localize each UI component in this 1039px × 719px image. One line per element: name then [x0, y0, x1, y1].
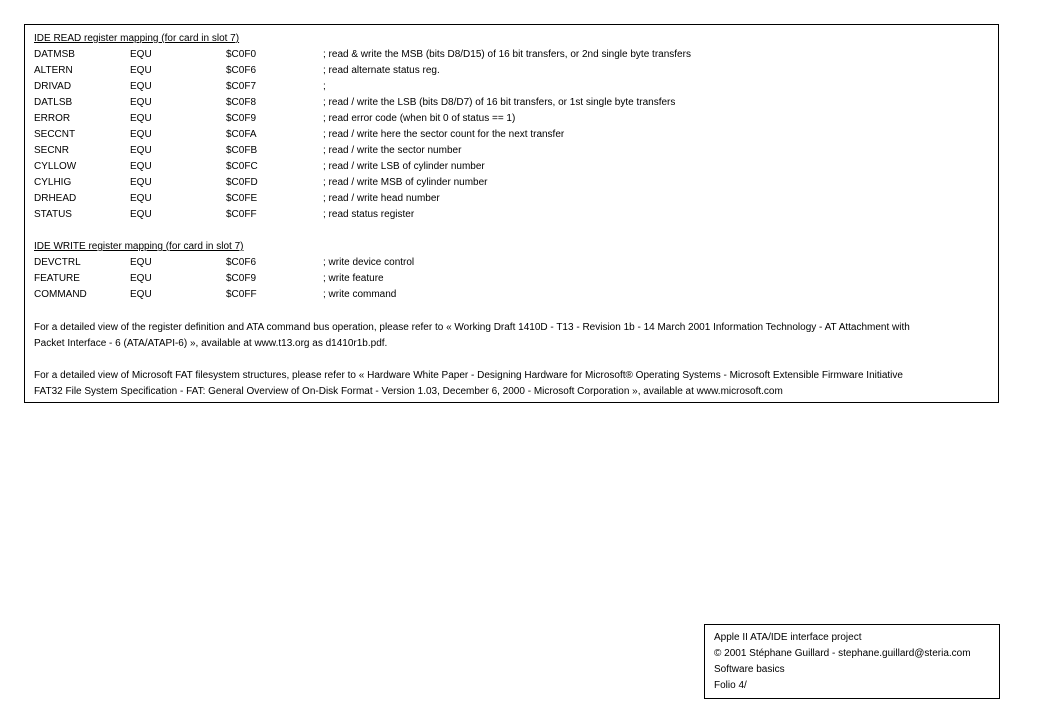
read-section-title: IDE READ register mapping (for card in slot 7) [34, 33, 240, 44]
register-address: $C0FD [226, 177, 258, 188]
title-block [704, 624, 1000, 699]
register-row-drhead [34, 192, 998, 208]
register-comment: ; write feature [323, 273, 384, 284]
register-name: FEATURE [34, 273, 80, 284]
register-mapping-panel [24, 24, 999, 403]
register-comment: ; [323, 81, 326, 92]
folio-number: Folio 4/ [714, 680, 747, 691]
register-comment: ; read status register [323, 209, 415, 220]
register-op: EQU [130, 113, 152, 124]
register-row-datmsb [34, 48, 998, 64]
register-comment: ; write command [323, 289, 397, 300]
register-name: SECNR [34, 145, 70, 156]
document-section: Software basics [714, 664, 785, 675]
register-name: DEVCTRL [34, 257, 81, 268]
register-row-devctrl [34, 256, 998, 272]
register-name: SECCNT [34, 129, 76, 140]
register-address: $C0FC [226, 161, 258, 172]
register-op: EQU [130, 273, 152, 284]
register-op: EQU [130, 97, 152, 108]
register-row-seccnt [34, 128, 998, 144]
register-comment: ; read alternate status reg. [323, 65, 440, 76]
register-row-status [34, 208, 998, 224]
register-address: $C0FF [226, 289, 257, 300]
register-row-error [34, 112, 998, 128]
register-comment: ; read / write head number [323, 193, 440, 204]
register-row-feature [34, 272, 998, 288]
register-comment: ; read / write the sector number [323, 145, 462, 156]
project-name: Apple II ATA/IDE interface project [714, 632, 862, 643]
register-name: COMMAND [34, 289, 87, 300]
register-address: $C0FE [226, 193, 258, 204]
register-address: $C0FF [226, 209, 257, 220]
register-comment: ; write device control [323, 257, 415, 268]
register-name: DATMSB [34, 49, 75, 60]
register-row-altern [34, 64, 998, 80]
register-address: $C0FB [226, 145, 258, 156]
ata-reference-note [34, 320, 994, 352]
register-name: DATLSB [34, 97, 73, 108]
register-address: $C0F9 [226, 113, 257, 124]
register-row-cylhig [34, 176, 998, 192]
section-spacer [34, 352, 998, 368]
ata-reference-line-1: For a detailed view of the register definition and ATA command bus operation, please refer to « Working Draft 1410D - T13 - Revision 1b - 14 March 2001 Information Technology - AT Attachment with [34, 322, 910, 333]
register-row-drivad [34, 80, 998, 96]
register-op: EQU [130, 209, 152, 220]
register-op: EQU [130, 177, 152, 188]
register-op: EQU [130, 257, 152, 268]
register-op: EQU [130, 193, 152, 204]
register-address: $C0FA [226, 129, 257, 140]
section-spacer [34, 304, 998, 320]
register-comment: ; read error code (when bit 0 of status == 1) [323, 113, 516, 124]
copyright-line: © 2001 Stéphane Guillard - stephane.guillard@steria.com [714, 648, 971, 659]
register-name: DRIVAD [34, 81, 72, 92]
register-name: DRHEAD [34, 193, 77, 204]
register-name: ALTERN [34, 65, 73, 76]
register-comment: ; read / write LSB of cylinder number [323, 161, 485, 172]
register-address: $C0F8 [226, 97, 257, 108]
fat-reference-line-2: FAT32 File System Specification - FAT: General Overview of On-Disk Format - Version 1.03, December 6, 2000 - Microsoft Corporation », available at www.microsoft.com [34, 386, 783, 397]
register-op: EQU [130, 161, 152, 172]
register-address: $C0F9 [226, 273, 257, 284]
register-op: EQU [130, 81, 152, 92]
register-op: EQU [130, 289, 152, 300]
register-op: EQU [130, 49, 152, 60]
write-section-title: IDE WRITE register mapping (for card in slot 7) [34, 241, 244, 252]
register-op: EQU [130, 65, 152, 76]
section-spacer [34, 224, 998, 240]
register-comment: ; read & write the MSB (bits D8/D15) of 16 bit transfers, or 2nd single byte transfers [323, 49, 691, 60]
register-row-cyllow [34, 160, 998, 176]
register-address: $C0F6 [226, 65, 257, 76]
ata-reference-line-2: Packet Interface - 6 (ATA/ATAPI-6) », available at www.t13.org as d1410r1b.pdf. [34, 338, 388, 349]
register-comment: ; read / write MSB of cylinder number [323, 177, 488, 188]
register-comment: ; read / write the LSB (bits D8/D7) of 16 bit transfers, or 1st single byte transfers [323, 97, 676, 108]
fat-reference-note [34, 368, 994, 400]
fat-reference-line-1: For a detailed view of Microsoft FAT filesystem structures, please refer to « Hardware White Paper - Designing Hardware for Microsoft® Operating Systems - Microsoft Extensible Firmware Initiative [34, 370, 903, 381]
register-name: STATUS [34, 209, 72, 220]
register-address: $C0F0 [226, 49, 257, 60]
register-op: EQU [130, 129, 152, 140]
register-name: CYLLOW [34, 161, 77, 172]
register-op: EQU [130, 145, 152, 156]
register-row-command [34, 288, 998, 304]
register-comment: ; read / write here the sector count for the next transfer [323, 129, 565, 140]
register-row-secnr [34, 144, 998, 160]
register-row-datlsb [34, 96, 998, 112]
register-address: $C0F6 [226, 257, 257, 268]
register-address: $C0F7 [226, 81, 257, 92]
register-name: CYLHIG [34, 177, 72, 188]
register-name: ERROR [34, 113, 71, 124]
